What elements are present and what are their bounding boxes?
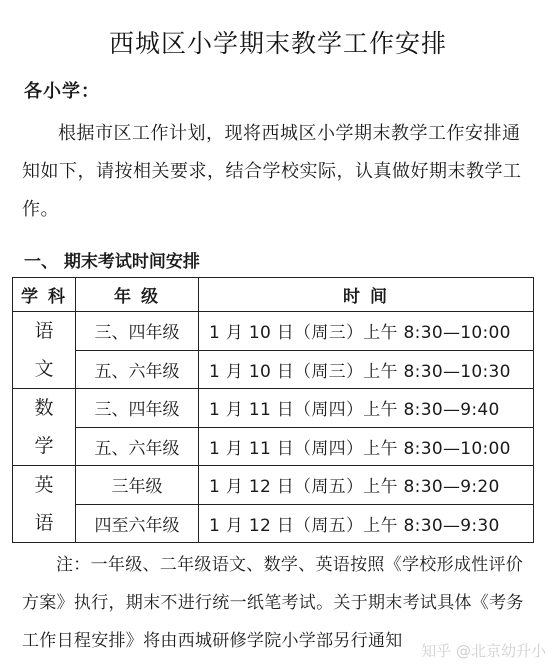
exam-schedule-table — [12, 277, 534, 543]
table-row — [13, 466, 534, 505]
table-row — [13, 350, 534, 389]
header-subject: 学 科 — [13, 278, 76, 312]
time-cell: 1 月 12 日（周五）上午 8:30—9:30 — [199, 504, 534, 543]
salutation: 各小学： — [24, 81, 100, 102]
grade-cell: 五、六年级 — [76, 350, 199, 389]
intro-paragraph: 根据市区工作计划，现将西城区小学期末教学工作安排通知如下，请按相关要求，结合学校实际，认真做好期末教学工作。 — [22, 123, 522, 220]
subject-cell-english — [13, 466, 76, 543]
header-time: 时 间 — [199, 278, 534, 312]
grade-cell: 五、六年级 — [76, 427, 199, 466]
grade-cell: 三、四年级 — [76, 389, 199, 428]
subject-char: 学 — [34, 435, 54, 457]
grade-cell: 三年级 — [76, 466, 199, 505]
subject-cell-math — [13, 389, 76, 466]
subject-char: 语 — [34, 320, 54, 342]
table-row — [13, 504, 534, 543]
note-paragraph: 注：一年级、二年级语文、数学、英语按照《学校形成性评价方案》执行，期末不进行统一纸笔考试。关于期末考试具体《考务工作日程安排》将由西城研修学院小学部另行通知 — [22, 555, 524, 651]
time-cell: 1 月 12 日（周五）上午 8:30—9:20 — [199, 466, 534, 505]
time-cell: 1 月 11 日（周四）上午 8:30—10:00 — [199, 427, 534, 466]
grade-cell: 四至六年级 — [76, 504, 199, 543]
header-grade: 年 级 — [76, 278, 199, 312]
grade-cell: 三、四年级 — [76, 312, 199, 351]
time-cell: 1 月 10 日（周三）上午 8:30—10:30 — [199, 350, 534, 389]
subject-char: 文 — [34, 358, 54, 380]
table-row — [13, 427, 534, 466]
subject-char: 英 — [34, 474, 54, 496]
time-cell: 1 月 11 日（周四）上午 8:30—9:40 — [199, 389, 534, 428]
table-row — [13, 389, 534, 428]
subject-char: 语 — [34, 512, 54, 534]
subject-cell-chinese — [13, 312, 76, 389]
time-cell: 1 月 10 日（周三）上午 8:30—10:00 — [199, 312, 534, 351]
subject-char: 数 — [34, 397, 54, 419]
table-header-row — [13, 278, 534, 312]
watermark: 知乎 @北京幼升小 — [421, 642, 546, 660]
document-title: 西城区小学期末教学工作安排 — [108, 29, 447, 58]
section-heading: 一、 期末考试时间安排 — [24, 252, 200, 272]
table-row — [13, 312, 534, 351]
